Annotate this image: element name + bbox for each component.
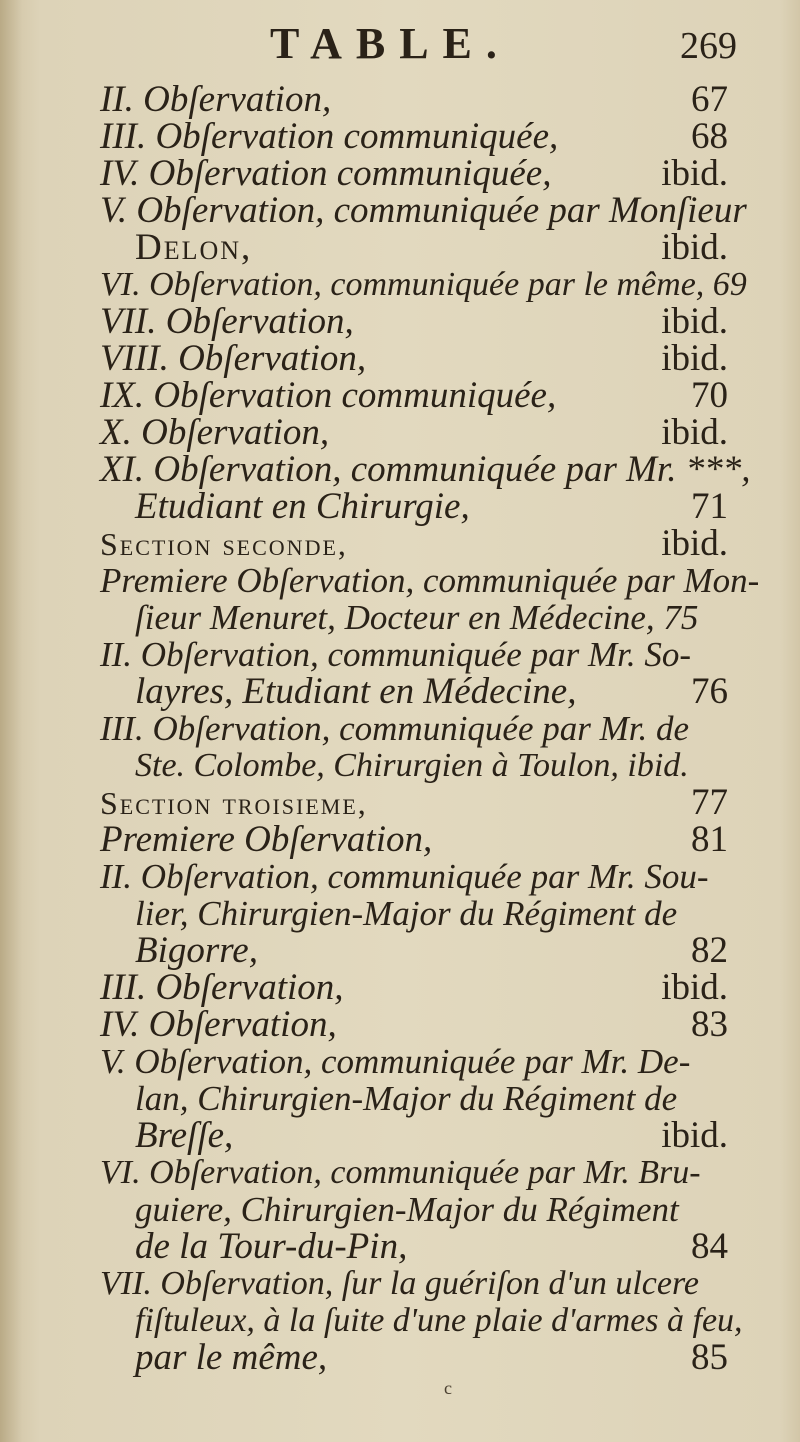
- entry-text: V. Obſervation, communiquée par Mr. De-: [100, 1042, 691, 1081]
- entry-text: par le même,: [135, 1337, 328, 1378]
- entry-text: guiere, Chirurgien-Major du Régiment: [135, 1190, 679, 1229]
- entry-text: VI. Obſervation, communiquée par Mr. Bru-: [100, 1154, 701, 1191]
- entry-text: Breſſe,: [135, 1115, 234, 1156]
- entry-text: III. Obſervation,: [100, 967, 344, 1008]
- entry-page: 70: [691, 375, 728, 416]
- page-title: TABLE.: [270, 19, 511, 68]
- entry-text: de la Tour-du-Pin,: [135, 1226, 408, 1267]
- entry-text: Premiere Obſervation, communiquée par Mon-: [100, 561, 760, 600]
- entry-text: II. Obſervation,: [100, 79, 332, 120]
- entry-text: VI. Obſervation, communiquée par le même, 69: [100, 266, 747, 303]
- entry-page: 85: [691, 1337, 728, 1378]
- entry-text: V. Obſervation, communiquée par Monſieur: [100, 190, 747, 231]
- entry-text: VII. Obſervation, ſur la guériſon d'un ulcere: [100, 1265, 700, 1302]
- entry-page: 68: [691, 116, 728, 157]
- entry-page: 81: [691, 819, 728, 860]
- entry-text: Ste. Colombe, Chirurgien à Toulon, ibid.: [135, 747, 689, 784]
- signature-mark: c: [444, 1378, 452, 1398]
- entry-text: X. Obſervation,: [100, 412, 330, 453]
- entry-text: layres, Etudiant en Médecine,: [135, 671, 577, 712]
- entry-text: IX. Obſervation communiquée,: [100, 375, 557, 416]
- entry-text: Delon,: [135, 227, 253, 268]
- entry-page: ibid.: [661, 227, 728, 268]
- entry-page: ibid.: [661, 967, 728, 1008]
- entry-text: VIII. Obſervation,: [100, 338, 367, 379]
- entry-page: ibid.: [661, 523, 728, 564]
- entry-page: ibid.: [661, 338, 728, 379]
- entry-text: II. Obſervation, communiquée par Mr. Sou-: [100, 857, 709, 896]
- entry-text: IV. Obſervation,: [100, 1004, 337, 1045]
- page-number: 269: [680, 25, 737, 67]
- page-header: [0, 18, 800, 78]
- entry-text: III. Obſervation communiquée,: [100, 116, 559, 157]
- section-title: Section seconde,: [100, 526, 348, 562]
- entry-text: II. Obſervation, communiquée par Mr. So-: [100, 635, 692, 674]
- entry-page: ibid.: [661, 1115, 728, 1156]
- section-title: Section troisieme,: [100, 785, 368, 821]
- entry-page: 82: [691, 930, 728, 971]
- entry-page: ibid.: [661, 153, 728, 194]
- entry-page: 77: [691, 782, 728, 823]
- entry-page: 76: [691, 671, 728, 712]
- entry-page: 83: [691, 1004, 728, 1045]
- entry-page: 67: [691, 79, 728, 120]
- entry-text: ſieur Menuret, Docteur en Médecine, 75: [135, 598, 699, 637]
- entry-page: 71: [691, 486, 728, 527]
- entry-text: IV. Obſervation communiquée,: [100, 153, 552, 194]
- entry-text: VII. Obſervation,: [100, 301, 354, 342]
- entry-text: Etudiant en Chirurgie,: [135, 486, 470, 527]
- entry-text: XI. Obſervation, communiquée par Mr. ***,: [100, 449, 751, 490]
- entry-text: Bigorre,: [135, 930, 258, 971]
- entry-page: ibid.: [661, 412, 728, 453]
- entry-text: III. Obſervation, communiquée par Mr. de: [100, 709, 690, 748]
- entry-text: lier, Chirurgien-Major du Régiment de: [135, 894, 678, 933]
- entry-page: 84: [691, 1226, 728, 1267]
- entry-text: Premiere Obſervation,: [100, 819, 433, 860]
- page-spine-shadow: [0, 0, 22, 1442]
- entry-text: fiſtuleux, à la ſuite d'une plaie d'armes à feu,: [135, 1302, 743, 1339]
- entry-text: lan, Chirurgien-Major du Régiment de: [135, 1079, 678, 1118]
- entry-page: ibid.: [661, 301, 728, 342]
